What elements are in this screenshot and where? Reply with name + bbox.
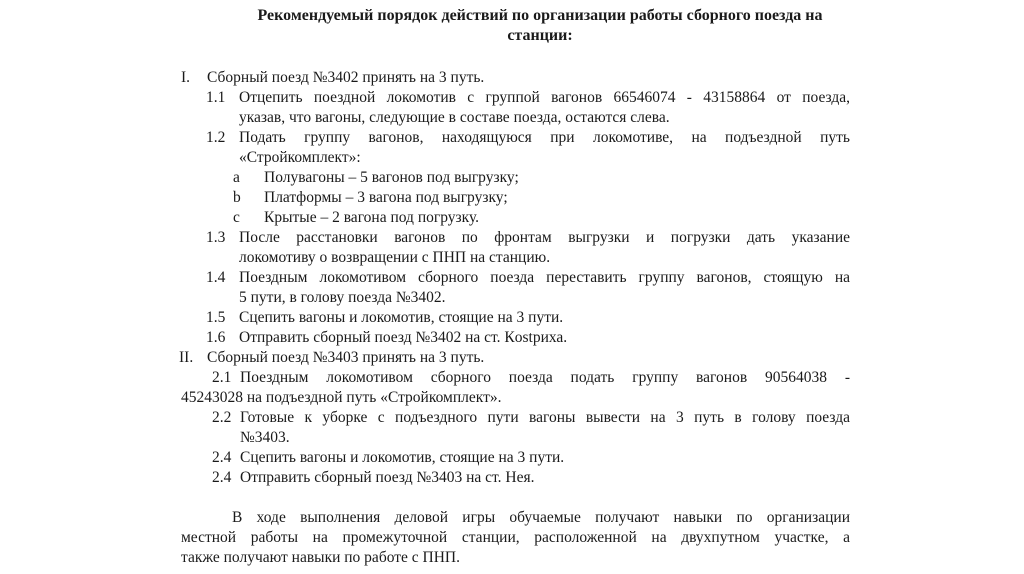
item-1-6-line-1: Отправить сборный поезд №3402 на ст. Кostриха.	[239, 329, 568, 346]
item-1-4-number: 1.4	[206, 269, 226, 286]
conclusion-line-3: также получают навыки по работе с ПНП.	[181, 549, 460, 566]
subitem-a-letter: a	[233, 169, 240, 186]
item-1-3-line-1: После расстановки вагонов по фронтам выгрузки и погрузки дать указание	[239, 229, 850, 246]
item-1-4-line-2: 5 пути, в голову поезда №3402.	[239, 289, 446, 306]
item-1-1-line-1: Отцепить поездной локомотив с группой вагонов 66546074 - 43158864 от поезда,	[239, 89, 850, 106]
item-1-2-line-1: Подать группу вагонов, находящуюся при локомотиве, на подъездной путь	[239, 129, 850, 146]
document-title-line-2: станции:	[507, 27, 573, 44]
item-2-2-number: 2.2	[212, 409, 232, 426]
item-1-2-line-2: «Стройкомплект»:	[239, 149, 361, 166]
document-title-line-1: Рекомендуемый порядок действий по организации работы сборного поезда на	[257, 7, 823, 24]
conclusion-line-2: местной работы на промежуточной станции, расположенной на двухпутном участке, а	[181, 529, 850, 546]
section-2-number: II.	[179, 349, 194, 366]
subitem-b-letter: b	[233, 189, 241, 206]
item-1-1-number: 1.1	[206, 89, 226, 106]
item-2-4b-line-1: Отправить сборный поезд №3403 на ст. Нея.	[240, 469, 535, 486]
item-2-1-line-2: 45243028 на подъездной путь «Стройкомплект».	[181, 389, 502, 406]
subitem-c-letter: c	[233, 209, 240, 226]
item-2-2-line-2: №3403.	[240, 429, 290, 446]
item-2-4b-number: 2.4	[212, 469, 232, 486]
item-2-1-number: 2.1	[212, 369, 232, 386]
item-1-2-number: 1.2	[206, 129, 226, 146]
item-1-4-line-1: Поездным локомотивом сборного поезда переставить группу вагонов, стоящую на	[239, 269, 850, 286]
item-2-2-line-1: Готовые к уборке с подъездного пути вагоны вывести на 3 путь в голову поезда	[240, 409, 850, 426]
subitem-c-text: Крытые – 2 вагона под погрузку.	[264, 209, 480, 226]
subitem-b-text: Платформы – 3 вагона под выгрузку;	[264, 189, 508, 206]
section-2-heading: Сборный поезд №3403 принять на 3 путь.	[207, 349, 485, 366]
section-1-heading: Сборный поезд №3402 принять на 3 путь.	[207, 69, 485, 86]
section-1-number: I.	[181, 69, 191, 86]
item-1-5-number: 1.5	[206, 309, 226, 326]
item-1-3-line-2: локомотиву о возвращении с ПНП на станцию.	[239, 249, 551, 266]
item-2-4a-number: 2.4	[212, 449, 232, 466]
item-1-3-number: 1.3	[206, 229, 226, 246]
subitem-a-text: Полувагоны – 5 вагонов под выгрузку;	[264, 169, 519, 186]
item-2-4a-line-1: Сцепить вагоны и локомотив, стоящие на 3 пути.	[240, 449, 565, 466]
item-2-1-line-1: Поездным локомотивом сборного поезда подать группу вагонов 90564038 -	[240, 369, 850, 386]
item-1-5-line-1: Сцепить вагоны и локомотив, стоящие на 3 пути.	[239, 309, 564, 326]
conclusion-line-1: В ходе выполнения деловой игры обучаемые получают навыки по организации	[232, 509, 850, 526]
item-1-6-number: 1.6	[206, 329, 226, 346]
item-1-1-line-2: указав, что вагоны, следующие в составе поезда, остаются слева.	[239, 109, 670, 126]
